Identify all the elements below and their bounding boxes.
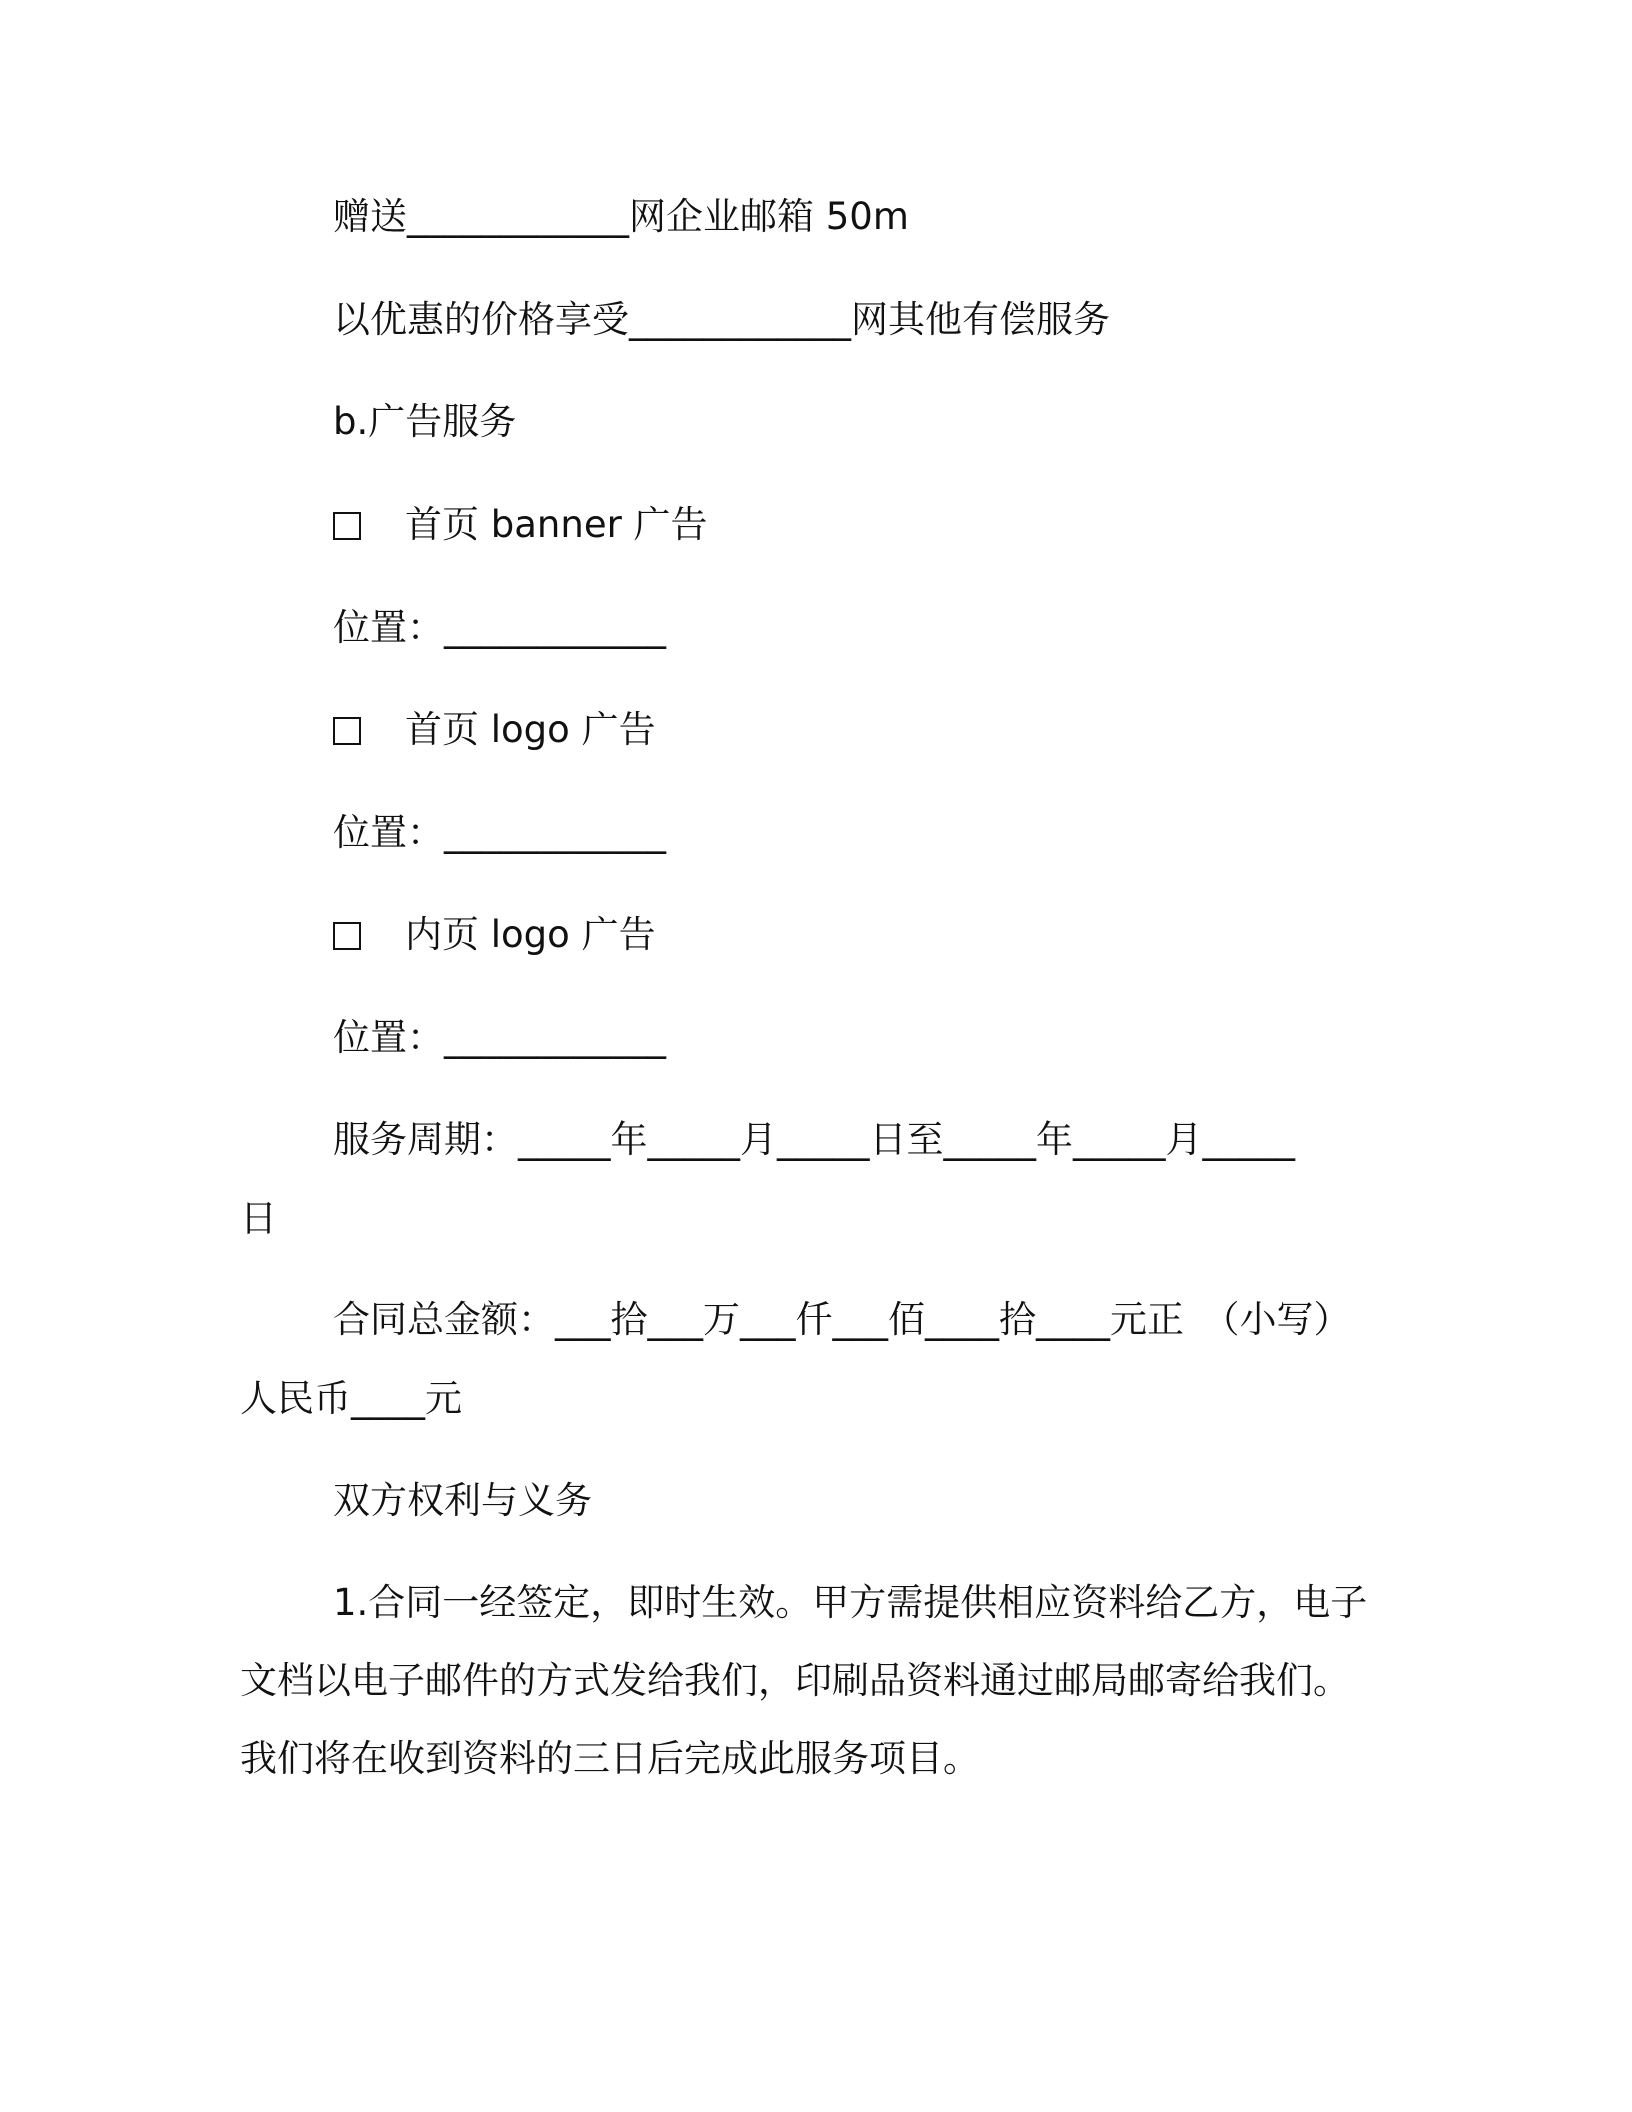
- service-period-line-2: 日: [240, 1197, 277, 1240]
- inner-logo-ad-option[interactable]: [333, 913, 656, 957]
- ad-services-heading: b.广告服务: [333, 400, 517, 443]
- home-logo-position-line: 位置：____________: [333, 811, 666, 854]
- clause-1-line-1: 1.合同一经签定，即时生效。甲方需提供相应资料给乙方，电子: [333, 1581, 1368, 1624]
- banner-ad-option[interactable]: [333, 503, 708, 547]
- contract-amount-line-2: 人民币____元: [240, 1377, 462, 1420]
- service-period-line-1: 服务周期：_____年_____月_____日至_____年_____月_____: [333, 1118, 1295, 1161]
- inner-logo-ad-checkbox[interactable]: [333, 922, 361, 950]
- banner-position-line: 位置：____________: [333, 606, 666, 649]
- home-logo-ad-checkbox[interactable]: [333, 717, 361, 745]
- discount-services-line: 以优惠的价格享受____________网其他有偿服务: [333, 298, 1110, 341]
- rights-heading: 双方权利与义务: [333, 1479, 592, 1522]
- contract-amount-line-1: 合同总金额：___拾___万___仟___佰____拾____元正 （小写）: [333, 1298, 1351, 1341]
- home-logo-ad-option[interactable]: [333, 708, 656, 752]
- banner-ad-label: 首页 banner 广告: [405, 503, 708, 546]
- banner-ad-checkbox[interactable]: [333, 512, 361, 540]
- inner-logo-position-line: 位置：____________: [333, 1016, 666, 1059]
- email-gift-line: 赠送____________网企业邮箱 50m: [333, 195, 909, 238]
- home-logo-ad-label: 首页 logo 广告: [405, 708, 656, 751]
- inner-logo-ad-label: 内页 logo 广告: [405, 913, 656, 956]
- clause-1-line-2: 文档以电子邮件的方式发给我们，印刷品资料通过邮局邮寄给我们。: [240, 1659, 1350, 1702]
- clause-1-line-3: 我们将在收到资料的三日后完成此服务项目。: [240, 1737, 980, 1780]
